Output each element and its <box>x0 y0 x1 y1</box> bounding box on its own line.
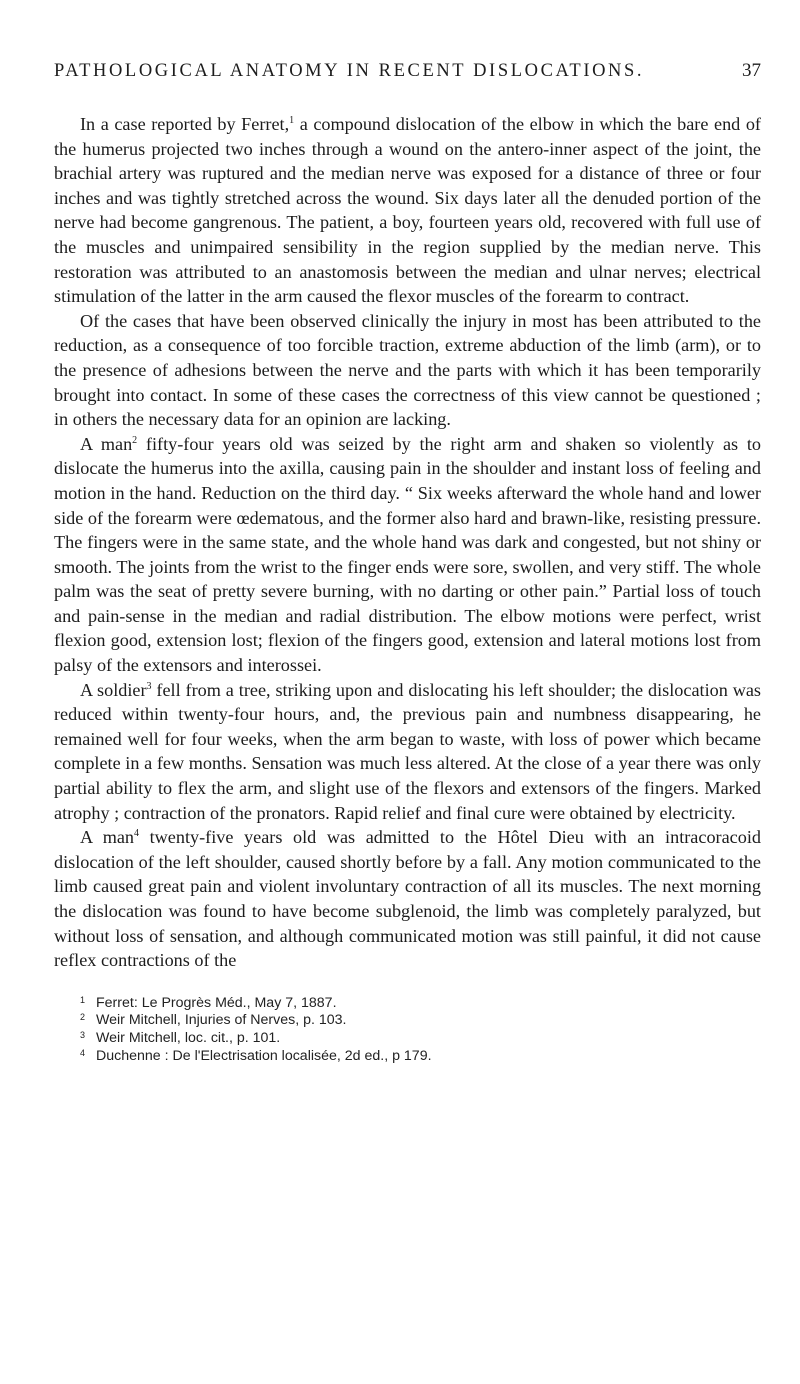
text-run: fifty-four years old was seized by the right arm and shaken so violently as to dislocate the humerus into the axilla, causing pain in the shoulder and instant loss of feeling and motion in the hand. Reduction on the third day. “ Six weeks afterward the whole hand and lower side of the forearm were œdematous, and the former also hard and brawn-like, resisting pressure. The fingers were in the same state, and the whole hand was dark and congested, but not shiny or smooth. The joints from the wrist to the finger ends were sore, swollen, and very stiff. The whole palm was the seat of pretty severe burning, with no darting or other pain.” Partial loss of touch and pain-sense in the median and radial distribution. The elbow motions were perfect, wrist flexion good, extension lost; flexion of the fingers good, extension and lateral motions lost from palsy of the extensors and interossei. <box>54 433 761 676</box>
text-run: Of the cases that have been observed clinically the injury in most has been attributed to the reduction, as a consequence of too forcible traction, extreme abduction of the limb (arm), or to the presence of adhesions between the nerve and the parts with which it has been temporarily brought into contact. In some of these cases the correctness of this view cannot be questioned ; in others the necessary data for an opinion are lacking. <box>54 310 761 430</box>
text-run: A soldier <box>80 679 147 700</box>
text-run: fell from a tree, striking upon and dislocating his left shoulder; the dislocation was reduced within twenty-four hours, and, the previous pain and numbness disappearing, he remained well for four weeks, when the arm began to waste, with loss of power which became complete in a few months. Sensation was much less altered. At the close of a year there was only partial ability to flex the arm, and slight use of the flexors and extensors of the fingers. Marked atrophy ; contraction of the pronators. Rapid relief and final cure were obtained by electricity. <box>54 679 761 823</box>
footnote-ref: 2 <box>132 434 138 446</box>
footnotes <box>54 995 761 1065</box>
footnote-text: Weir Mitchell, loc. cit., p. 101. <box>96 1029 281 1046</box>
text-run: A man <box>80 827 135 848</box>
footnote <box>80 1030 761 1048</box>
running-title: PATHOLOGICAL ANATOMY IN RECENT DISLOCATIONS. <box>54 61 645 81</box>
footnote-ref: 1 <box>289 115 295 126</box>
text-run: a compound dislocation of the elbow in which the bare end of the humerus projected two inches through a wound on the antero-inner aspect of the joint, the brachial artery was ruptured and the median nerve was exposed for a distance of three or four inches and was tightly stretched across the wound. Six days later all the denuded portion of the nerve had become gangrenous. The patient, a boy, fourteen years old, recovered with full use of the muscles and unimpaired sensibility in the region supplied by the median nerve. This restoration was attributed to an anastomosis between the median and ulnar nerves; electrical stimulation of the latter in the arm caused the flexor muscles of the forearm to contract. <box>54 114 761 307</box>
footnote-number: 4 <box>80 1047 86 1058</box>
paragraph <box>54 825 761 973</box>
paragraph <box>54 678 761 826</box>
text-run: A man <box>80 433 133 454</box>
footnote-ref: 4 <box>134 828 140 840</box>
footnote-ref: 3 <box>146 680 152 692</box>
text-run: In a case reported by Ferret, <box>80 114 290 134</box>
paragraph <box>54 112 761 309</box>
footnote <box>80 995 761 1013</box>
running-head <box>54 60 761 82</box>
paragraph <box>54 309 761 432</box>
body-text <box>54 112 761 973</box>
text-run: twenty-five years old was admitted to the Hôtel Dieu with an intracoracoid dislocation of the left shoulder, caused shortly before by a fall. Any motion communicated to the limb caused great pain and violent involuntary contraction of all its muscles. The next morning the dislocation was found to have become subglenoid, the limb was completely paralyzed, but without loss of sensation, and although communicated motion was still painful, it did not cause reflex contractions of the <box>54 827 761 971</box>
footnote-text: Ferret: Le Progrès Méd., May 7, 1887. <box>96 994 337 1011</box>
footnote-number: 3 <box>80 1029 86 1040</box>
footnote-number: 2 <box>80 1012 86 1023</box>
footnote-text: Weir Mitchell, Injuries of Nerves, p. 103. <box>96 1012 347 1029</box>
page-number: 37 <box>742 60 761 81</box>
footnote-text: Duchenne : De l'Electrisation localisée, 2d ed., p 179. <box>96 1047 432 1064</box>
footnote <box>80 1012 761 1030</box>
paragraph <box>54 432 761 678</box>
footnote <box>80 1048 761 1066</box>
footnote-number: 1 <box>80 994 86 1005</box>
book-page <box>54 60 761 1065</box>
